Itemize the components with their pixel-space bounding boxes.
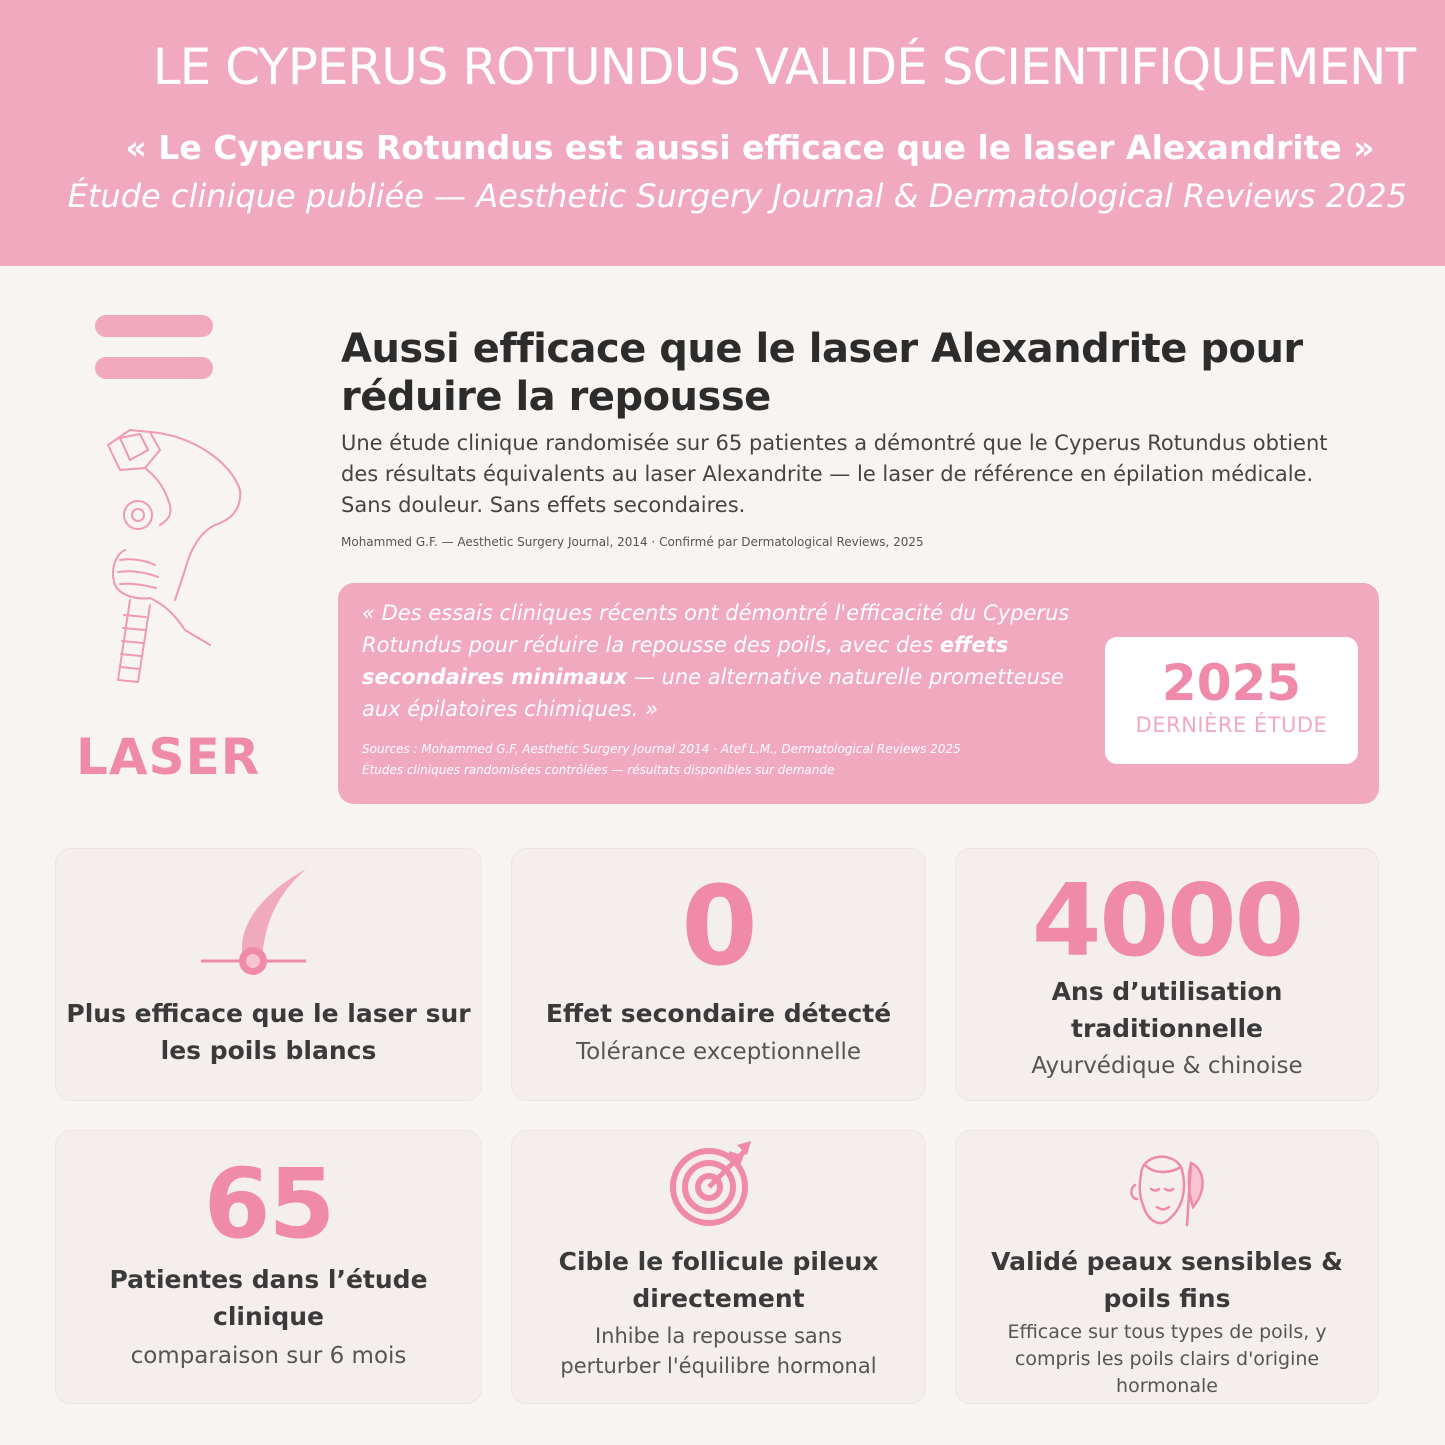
card-title: Validé peaux sensibles & poils fins <box>991 1247 1343 1313</box>
section-citation: Mohammed G.F. — Aesthetic Surgery Journal, 2014 · Confirmé par Dermatological Reviews, 2025 <box>341 535 924 549</box>
face-feather-icon <box>1121 1145 1211 1235</box>
year-number: 2025 <box>1161 654 1302 712</box>
stat-number: 4000 <box>1031 862 1303 979</box>
card-subtitle: Tolérance exceptionnelle <box>575 1039 862 1065</box>
year-label: DERNIÈRE ÉTUDE <box>1135 713 1328 737</box>
stat-number: 65 <box>203 1148 334 1260</box>
card-title: Ans d’utilisation traditionnelle <box>1051 977 1283 1043</box>
stat-card-white-hair <box>55 848 482 1101</box>
stat-card-follicle <box>511 1130 926 1404</box>
quote-text: « Des essais cliniques récents ont démontré l'efficacité du Cyperus Rotundus pour réduire la repousse des poils, avec des effets secondaires minimaux — une alternative naturelle prometteuse aux épilatoires chimiques. » <box>362 601 1070 721</box>
header-banner <box>0 0 1445 266</box>
stat-card-side-effects <box>511 848 926 1101</box>
section-heading: Aussi efficace que le laser Alexandrite pour réduire la repousse <box>341 326 1303 420</box>
card-title: Cible le follicule pileux directement <box>558 1247 879 1313</box>
stat-card-years <box>955 848 1379 1101</box>
card-title: Effet secondaire détecté <box>545 999 892 1028</box>
card-subtitle: Ayurvédique & chinoise <box>1031 1053 1303 1079</box>
card-subtitle: comparaison sur 6 mois <box>130 1343 407 1369</box>
laser-label: LASER <box>76 728 261 786</box>
stat-card-sensitive-skin <box>955 1130 1379 1404</box>
card-title: Plus efficace que le laser sur les poils blancs <box>66 999 471 1065</box>
header-quote: « Le Cyperus Rotundus est aussi efficace que le laser Alexandrite » <box>125 128 1375 167</box>
stat-number: 0 <box>681 862 756 990</box>
quote-sources: Sources : Mohammed G.F, Aesthetic Surgery Journal 2014 · Atef L.M., Dermatological Reviews 2025 Études cliniques randomisées contrôlées — résultats disponibles sur demande <box>362 742 961 777</box>
page-title: LE CYPERUS ROTUNDUS VALIDÉ SCIENTIFIQUEMENT <box>152 38 1415 96</box>
quote-box <box>338 583 1379 804</box>
card-subtitle: Efficace sur tous types de poils, y compris les poils clairs d'origine hormonale <box>1007 1321 1327 1397</box>
stat-card-patients <box>55 1130 482 1404</box>
hair-follicle-icon <box>196 865 316 980</box>
section-body: Une étude clinique randomisée sur 65 patientes a démontré que le Cyperus Rotundus obtient des résultats équivalents au laser Alexandrite — le laser de référence en épilation médicale. Sans douleur. Sans effets secondaires. <box>341 431 1328 517</box>
laser-device-icon <box>90 420 260 700</box>
card-subtitle: Inhibe la repousse sans perturber l'équilibre hormonal <box>560 1324 877 1378</box>
menu-icon <box>95 315 213 399</box>
card-title: Patientes dans l’étude clinique <box>109 1265 428 1331</box>
year-badge <box>1105 637 1358 764</box>
header-source: Étude clinique publiée — Aesthetic Surgery Journal & Dermatological Reviews 2025 <box>67 177 1407 215</box>
target-icon <box>667 1139 757 1229</box>
